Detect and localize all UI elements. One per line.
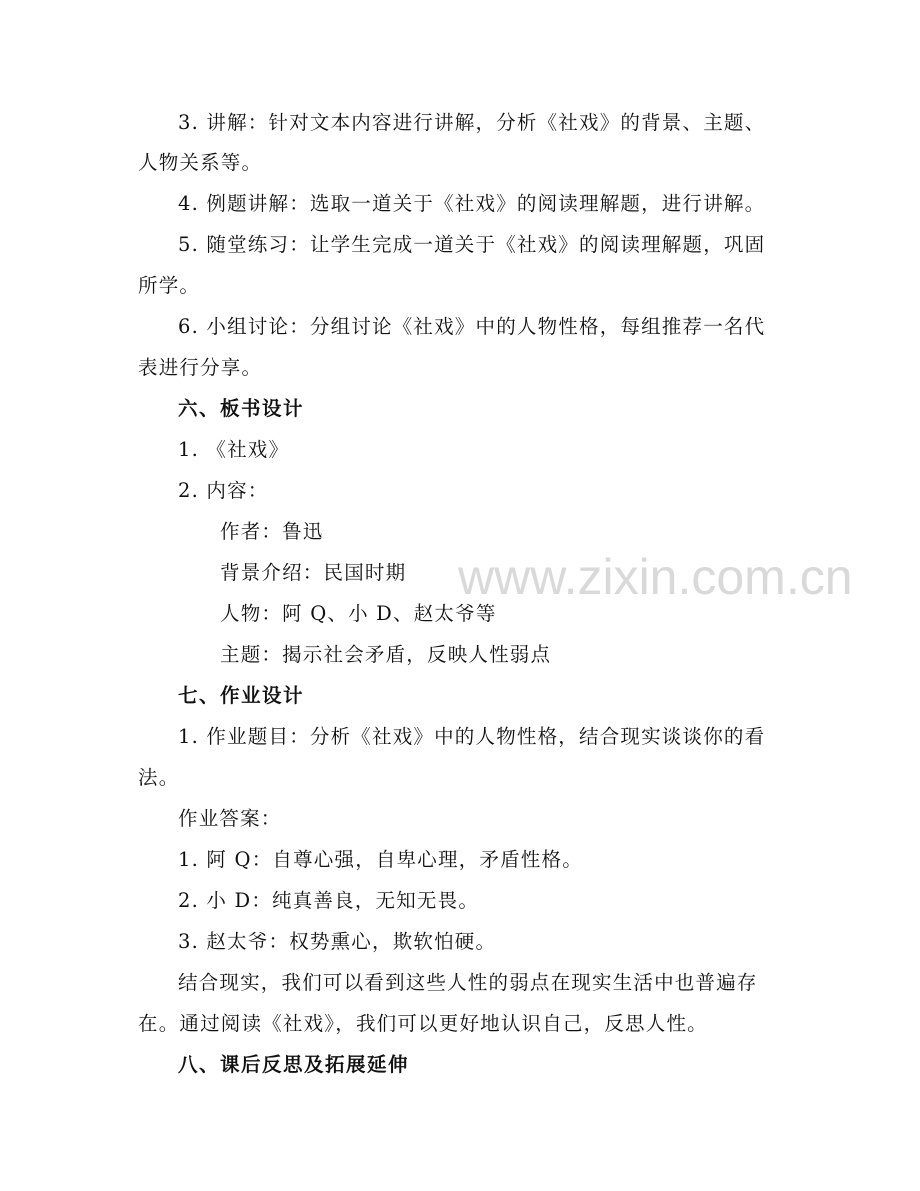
answer-item-3: 3. 赵太爷：权势熏心，欺软怕硬。 bbox=[178, 930, 497, 953]
answer-item-2: 2. 小 D：纯真善良，无知无畏。 bbox=[178, 889, 480, 912]
step-5-line-2: 所学。 bbox=[138, 274, 201, 297]
section-heading-board-design: 六、板书设计 bbox=[178, 397, 305, 420]
board-item-1: 1. 《社戏》 bbox=[178, 438, 290, 461]
board-background: 背景介绍：民国时期 bbox=[220, 561, 407, 584]
watermark: www.zixin.com.cn bbox=[458, 549, 853, 605]
section-heading-homework: 七、作业设计 bbox=[178, 684, 305, 707]
step-3-line-2: 人物关系等。 bbox=[138, 151, 263, 174]
step-6-line-1: 6. 小组讨论：分组讨论《社戏》中的人物性格，每组推荐一名代 bbox=[178, 315, 766, 338]
homework-answer-label: 作业答案： bbox=[178, 807, 282, 830]
board-author: 作者：鲁迅 bbox=[220, 520, 324, 543]
section-heading-reflection: 八、课后反思及拓展延伸 bbox=[178, 1053, 410, 1076]
board-item-2: 2. 内容： bbox=[178, 479, 269, 502]
conclusion-line-2: 在。通过阅读《社戏》，我们可以更好地认识自己，反思人性。 bbox=[138, 1012, 708, 1035]
step-6-line-2: 表进行分享。 bbox=[138, 356, 263, 379]
conclusion-line-1: 结合现实，我们可以看到这些人性的弱点在现实生活中也普遍存 bbox=[178, 971, 758, 994]
homework-question-line-2: 法。 bbox=[138, 766, 180, 789]
board-theme: 主题：揭示社会矛盾，反映人性弱点 bbox=[220, 643, 552, 666]
answer-item-1: 1. 阿 Q：自尊心强，自卑心理，矛盾性格。 bbox=[178, 848, 583, 871]
step-5-line-1: 5. 随堂练习：让学生完成一道关于《社戏》的阅读理解题，巩固 bbox=[178, 233, 766, 256]
step-4-line: 4. 例题讲解：选取一道关于《社戏》的阅读理解题，进行讲解。 bbox=[178, 192, 766, 215]
board-characters: 人物：阿 Q、小 D、赵太爷等 bbox=[220, 602, 497, 625]
homework-question-line-1: 1. 作业题目：分析《社戏》中的人物性格，结合现实谈谈你的看 bbox=[178, 725, 766, 748]
step-3-line-1: 3. 讲解：针对文本内容进行讲解，分析《社戏》的背景、主题、 bbox=[178, 111, 766, 134]
